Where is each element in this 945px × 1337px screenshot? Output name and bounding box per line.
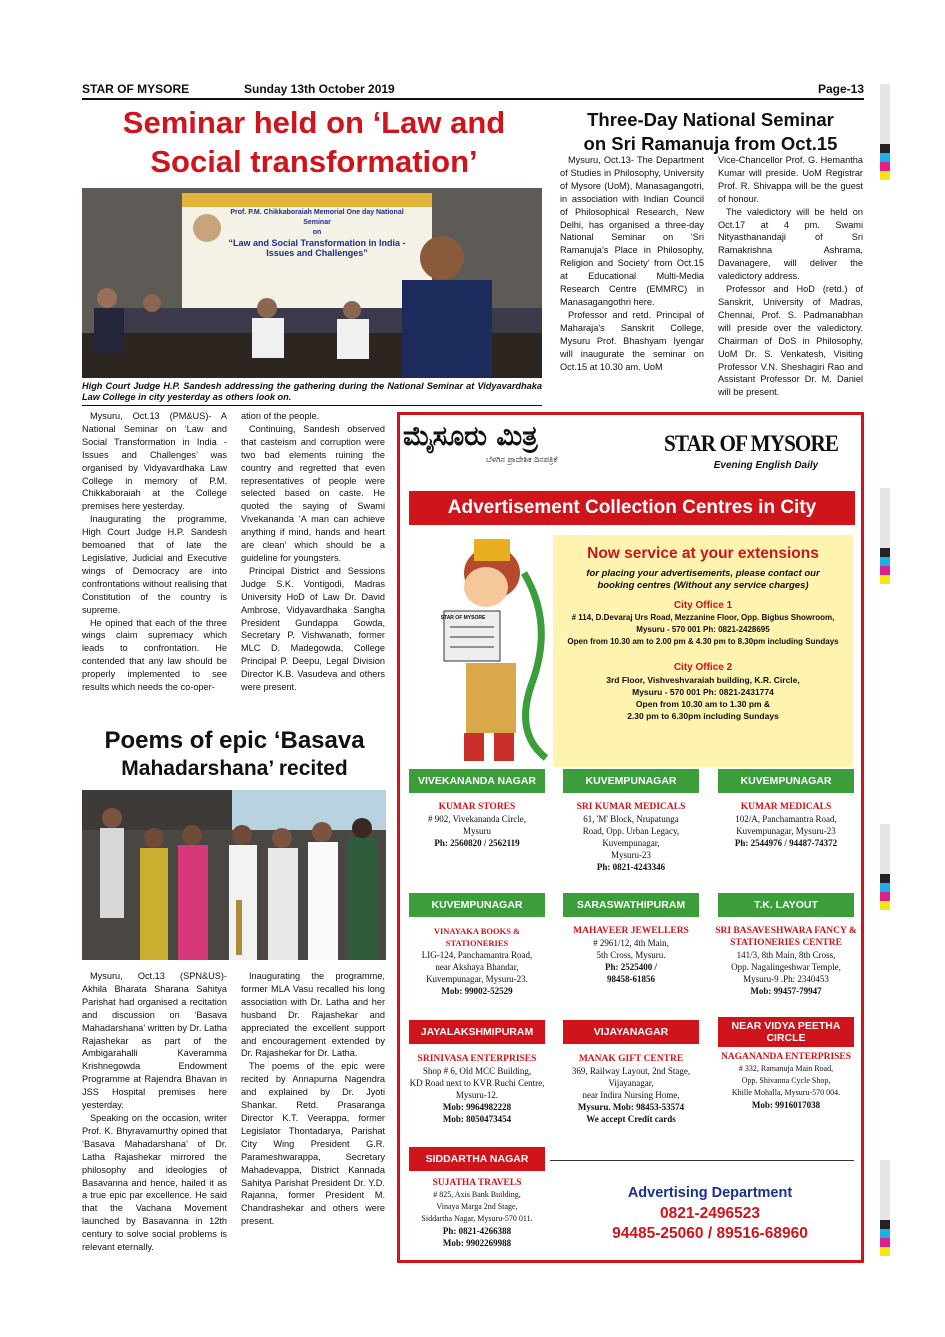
centre-address-line: Road, Opp. Urban Legacy, <box>582 826 680 836</box>
centre-address-line: Khille Mohalla, Mysuru-570 004. <box>731 1088 841 1097</box>
city-office-1 <box>553 600 853 648</box>
article3-headline-line2: Mahadarshana’ recited <box>121 757 348 780</box>
centre-address-line: Kuvempunagar, <box>602 838 660 848</box>
centre-phone: Ph: 0821-4266388 <box>442 1226 512 1236</box>
seminar-banner-text <box>217 208 417 258</box>
centre-address-line: Vijayanagar, <box>608 1078 654 1088</box>
centre-phone: Mysuru. Mob: 98453-53574 <box>577 1102 685 1112</box>
paragraph: He opined that each of the three wings claim supremacy which leads to confrontation. He contended that any law should be properly implemented to see results which needs the co-oper- <box>82 617 227 693</box>
centre-address-line: # 332, Ramanuja Main Road, <box>738 1064 834 1073</box>
adv-dept-title: Advertising Department <box>627 1185 793 1201</box>
centre-name: SRI BASAVESHWARA FANCY & STATIONERIES CENTRE <box>715 926 857 948</box>
centre-address-line: Kuvempunagar, Mysuru-23 <box>736 826 836 836</box>
centre-listing <box>718 801 854 849</box>
city-office-2-phone: Mysuru - 570 001 Ph: 0821-2431774 <box>632 687 774 697</box>
paragraph: The valedictory will be held on Oct.17 at 4 pm. Swami Nityasthanandaji of Sri Ramakrishna Ashrama, Davanagere, will deliver the valedictory address. <box>718 206 863 282</box>
registration-marks-top <box>880 84 890 180</box>
centre-listing <box>404 925 550 997</box>
banner-line3: “Law and Social Transformation in India - <box>228 238 406 248</box>
city-office-2-title: City Office 2 <box>673 662 733 673</box>
area-header: KUVEMPUNAGAR <box>409 893 545 917</box>
centre-phone: Mob: 9964982228 <box>442 1102 512 1112</box>
registration-marks-bottom <box>880 1160 890 1256</box>
centre-address-line: 61, 'M' Block, Nrupatunga <box>583 814 679 824</box>
centre-address-line: # 2961/12, 4th Main, <box>593 938 669 948</box>
mysooru-mitra-subtitle: ಬೆಳಗಿನ ಪ್ರಾದೇಶಿಕ ದಿನಪತ್ರಿಕೆ <box>486 455 558 464</box>
centre-phone: Mob: 9916017038 <box>751 1100 821 1110</box>
paragraph: ation of the people. <box>241 411 320 421</box>
cartoon-mascot <box>414 533 564 768</box>
centre-name: KUMAR STORES <box>438 802 516 812</box>
centre-address-line: # 902, Vivekananda Circle, <box>427 814 526 824</box>
centre-phone: Ph: 2560820 / 2562119 <box>434 838 520 848</box>
paragraph: Inaugurating the programme, former MLA Vasu recalled his long association with Dr. Latha and her husband Dr. Rajashekar and appreciated the excellent support and encouragement extended by Dr. Rajashekar for Dr. Latha. <box>241 971 385 1059</box>
centre-phone: Mob: 9902269988 <box>442 1238 512 1248</box>
article2-col1 <box>560 154 704 373</box>
centre-listing <box>409 801 545 849</box>
centre-address-line: Kuvempunagar, Mysuru-23. <box>426 974 528 984</box>
area-header: JAYALAKSHMIPURAM <box>409 1020 545 1044</box>
seminar-photo <box>82 188 542 378</box>
centre-listing <box>563 925 699 985</box>
city-office-1-title: City Office 1 <box>673 600 733 611</box>
centre-name: MAHAVEER JEWELLERS <box>573 926 689 936</box>
registration-marks-middle <box>880 488 890 584</box>
article1-headline <box>80 104 548 182</box>
centre-address-line: Mysuru-9 .Ph: 2340453 <box>743 974 829 984</box>
som-subtitle: Evening English Daily <box>713 460 819 471</box>
centre-address-line: Opp. Shivanna Cycle Shop, <box>741 1076 831 1085</box>
centre-listing <box>713 1051 859 1111</box>
centre-address-line: Mysuru <box>462 826 491 836</box>
banner-line2: on <box>312 229 322 236</box>
paragraph: Professor and retd. Principal of Maharaja’s Sanskrit College, Mysuru Prof. Bhashyam Iyengar will inaugurate the seminar on Oct.15 at 10.30 am. UoM <box>560 309 704 372</box>
centre-name: SUJATHA TRAVELS <box>432 1178 522 1188</box>
centre-listing <box>563 801 699 873</box>
centre-name: MANAK GIFT CENTRE <box>578 1054 684 1064</box>
article1-col1 <box>82 410 227 694</box>
city-office-2-address: 3rd Floor, Vishveshvaraiah building, K.R. Circle, <box>606 675 800 685</box>
adv-dept-phone1: 0821-2496523 <box>660 1205 760 1222</box>
centre-phone: Ph: 2525400 / <box>604 962 657 972</box>
centre-phone: Mob: 99457-79947 <box>750 986 822 996</box>
som-logo: STAR OF MYSORE <box>663 431 839 456</box>
article3-col1 <box>82 970 227 1254</box>
mysooru-mitra-logo: ಮೈಸೂರು ಮಿತ್ರ <box>403 421 538 452</box>
cartoon-paper-label: STAR OF MYSORE <box>440 615 486 621</box>
centre-address-line: 141/3, 8th Main, 8th Cross, <box>736 950 836 960</box>
centre-address-line: 369, Railway Layout, 2nd Stage, <box>571 1066 691 1076</box>
centre-name: VINAYAKA BOOKS & STATIONERIES <box>433 926 521 948</box>
centre-phone: Ph: 0821-4243346 <box>596 862 666 872</box>
centre-address-line: Opp. Nagalingeshwar Temple, <box>731 962 841 972</box>
area-header: VIJAYANAGAR <box>563 1020 699 1044</box>
centre-listing <box>404 1053 550 1125</box>
article2-headline-line1: Three-Day National Seminar <box>587 109 834 130</box>
article3-col2 <box>241 970 385 1228</box>
area-header: SARASWATHIPURAM <box>563 893 699 917</box>
article3-headline-line1: Poems of epic ‘Basava <box>104 727 365 754</box>
centre-phone: Mob: 8050473454 <box>442 1114 512 1124</box>
paragraph: Continuing, Sandesh observed that casteism and corruption were two bad elements ruining the country and regretted that even representatives of people were selected based on caste. He quoted the saying of Swami Vivekananda ‘A man can achieve anything if mind, hands and heart are clean’ which should be a guideline for youngsters. <box>241 423 385 563</box>
centre-phone: Mob: 99002-52529 <box>441 986 513 996</box>
banner-line4: Issues and Challenges” <box>266 248 368 258</box>
city-office-1-address: # 114, D.Devaraj Urs Road, Mezzanine Floor, Opp. Bigbus Showroom, <box>571 613 835 622</box>
centre-address-line: 5th Cross, Mysuru. <box>596 950 666 960</box>
centre-address-line: 102/A, Panchamantra Road, <box>735 814 837 824</box>
area-header: VIVEKANANDA NAGAR <box>409 769 545 793</box>
photo-caption: High Court Judge H.P. Sandesh addressing the gathering during the National Seminar at Vidyavardhaka Law College in city yesterday as others look on. <box>82 381 542 402</box>
area-header: KUVEMPUNAGAR <box>718 769 854 793</box>
article3-headline <box>82 727 387 783</box>
centre-listing <box>713 925 859 997</box>
paragraph: Principal District and Sessions Judge S.K. Vontigodi, Madras University HoD of Law Dr. David Ambrose, Vidyavardhaka Sangha President Gundappa Gowda, Secretary P. Vishwanath, former MLC D. Madegowda, College Principal P. Deepu, Legal Division Director K.B. Vasudeva and others were present. <box>241 565 385 693</box>
centre-address-line: Mysuru-23 <box>611 850 651 860</box>
area-header: T.K. LAYOUT <box>718 893 854 917</box>
centre-address-line: Mysuru-12. <box>455 1090 499 1100</box>
recital-photo <box>82 790 386 960</box>
registration-marks-lower <box>880 824 890 910</box>
page-header <box>82 80 864 100</box>
centre-phone: 98458-61856 <box>607 974 655 984</box>
paragraph: Mysuru, Oct.13- The Department of Studies in Philosophy, University of Mysore (UoM), Manasagangotri, in association with Indian Council of Philosophical Research, New Delhi, has organised a three-day National Seminar on ‘Sri Ramanuja’s Place in Philosophy, Religion and Society’ from Oct.15 at Educational Multi-Media Research Centre (EMMRC) in Manasagangothri here. <box>560 155 704 307</box>
advertising-department <box>565 1185 855 1243</box>
paragraph: Professor and HoD (retd.) of Sanskrit, University of Madras, Chennai, Prof. S. Padmanabhan will preside over the valedictory. Chairman of DoS in Philosophy, UoM Dr. S. Venkatesh, Visiting Professor V.N. Sheshagiri Rao and Assistant Professor Dr. M. Daniel will be present. <box>718 284 863 398</box>
paragraph: Speaking on the occasion, writer Prof. K. Bhyravamurthy opined that ‘Basava Mahadarshana’ of Dr. Latha Rajashekar mirrored the philosophy and ideologies of Basavanna and hence, hailed it as a true epic par excellence. He said that the Vachana Movement launched by Basavanna in 12th century to solve social problems is relevant eternally. <box>82 1112 227 1253</box>
area-header: SIDDARTHA NAGAR <box>409 1147 545 1171</box>
centre-name: KUMAR MEDICALS <box>740 802 832 812</box>
centre-address-line: near Akshaya Bhandar, <box>435 962 519 972</box>
city-office-1-hours: Open from 10.30 am to 2.00 pm & 4.30 pm to 8.30pm including Sundays <box>567 637 839 646</box>
paragraph: Mysuru, Oct.13 (SPN&US)- Akhila Bharata Sharana Sahitya Parishat had organised a recitation and discussion on ‘Basava Mahadarshana’ written by Dr. Latha Rajashekar as part of the Ambigarahalli Kaveramma Krishnegowda Endowment Programme at Rajendra Bhavan in JSS Hospital premises here yesterday. <box>82 971 227 1111</box>
paper-name: STAR OF MYSORE <box>82 82 190 96</box>
centre-address-line: Siddartha Nagar, Mysuru-570 011. <box>421 1214 533 1223</box>
centre-name: SRI KUMAR MEDICALS <box>576 802 686 812</box>
paragraph: The poems of the epic were recited by Annapurna Nagendra and explained by Dr. Jyoti Shankar. Retd. Prasaranga Director K.T. Veerappa, former Legislator Thontadarya, Parishat City Wing President G.R. Parameshwarappa, Secretary Mahadevappa, District Kannada Sahitya Parishat President Dr. Y.D. Rajanna, former President M. Chandrashekar and others were present. <box>241 1061 385 1227</box>
article2-col2 <box>718 154 863 399</box>
paragraph: Mysuru, Oct.13 (PM&US)- A National Seminar on ‘Law and Social Transformation in India - Issues and Challenges’ was organised by Vidyavardhaka Law College in memory of P.M. Chikkaboraiah at the College premises here yesterday. <box>82 411 227 512</box>
page-number: Page-13 <box>817 82 864 96</box>
centre-address-line: Vinaya Marga 2nd Stage, <box>436 1202 518 1211</box>
area-header: KUVEMPUNAGAR <box>563 769 699 793</box>
centre-name: SRINIVASA ENTERPRISES <box>417 1054 537 1064</box>
centre-address-line: near Indira Nursing Home, <box>582 1090 680 1100</box>
centre-listing <box>404 1177 550 1249</box>
article2-headline-line2: on Sri Ramanuja from Oct.15 <box>583 133 838 154</box>
divider <box>550 1160 854 1161</box>
centre-name: NAGANANDA ENTERPRISES <box>720 1052 852 1062</box>
booking-instructions: for placing your advertisements, please contact our booking centres (Without any service charges) <box>586 568 820 591</box>
city-office-2-hours-2: 2.30 pm to 6.30pm including Sundays <box>627 711 779 721</box>
centre-address-line: LIG-124, Panchamantra Road, <box>421 950 533 960</box>
city-office-2 <box>553 662 853 722</box>
article1-col2 <box>241 410 385 694</box>
advertisement <box>397 412 864 1263</box>
centre-listing <box>558 1053 704 1125</box>
now-service-heading: Now service at your extensions <box>587 545 819 562</box>
article2-headline <box>553 108 868 156</box>
area-header: NEAR VIDYA PEETHA CIRCLE <box>718 1017 854 1047</box>
paragraph: Inaugurating the programme, High Court Judge H.P. Sandesh bemoaned that of late the Legislative, Judicial and Executive wings of Democracy are into confrontations without realising that Constitution of the country is supreme. <box>82 514 227 615</box>
caption-rule <box>82 405 542 406</box>
city-office-2-hours: Open from 10.30 am to 1.30 pm & <box>635 699 771 709</box>
centre-note: We accept Credit cards <box>586 1114 676 1124</box>
collection-centres-banner: Advertisement Collection Centres in City <box>409 491 855 525</box>
centre-address-line: KD Road next to KVR Ruchi Centre, <box>409 1078 545 1088</box>
banner-line1: Prof. P.M. Chikkaboraiah Memorial One day National Seminar <box>230 209 404 226</box>
booking-info-panel <box>553 535 853 767</box>
paragraph: Vice-Chancellor Prof. G. Hemantha Kumar will preside. UoM Registrar Prof. R. Shivappa will be the guest of honour. <box>718 155 863 204</box>
centre-address-line: # 825, Axis Bank Building, <box>433 1190 521 1199</box>
city-office-1-phone: Mysuru - 570 001 Ph: 0821-2428695 <box>636 625 770 634</box>
adv-dept-phone2: 94485-25060 / 89516-68960 <box>612 1225 808 1242</box>
centre-phone: Ph: 2544976 / 94487-74372 <box>734 838 838 848</box>
recital-photo-graphic <box>82 790 386 960</box>
article1-headline-line2: Social transformation’ <box>150 143 478 179</box>
centre-address-line: Shop # 6, Old MCC Building, <box>422 1066 532 1076</box>
issue-date: Sunday 13th October 2019 <box>244 82 395 96</box>
article1-headline-line1: Seminar held on ‘Law and <box>122 105 506 140</box>
